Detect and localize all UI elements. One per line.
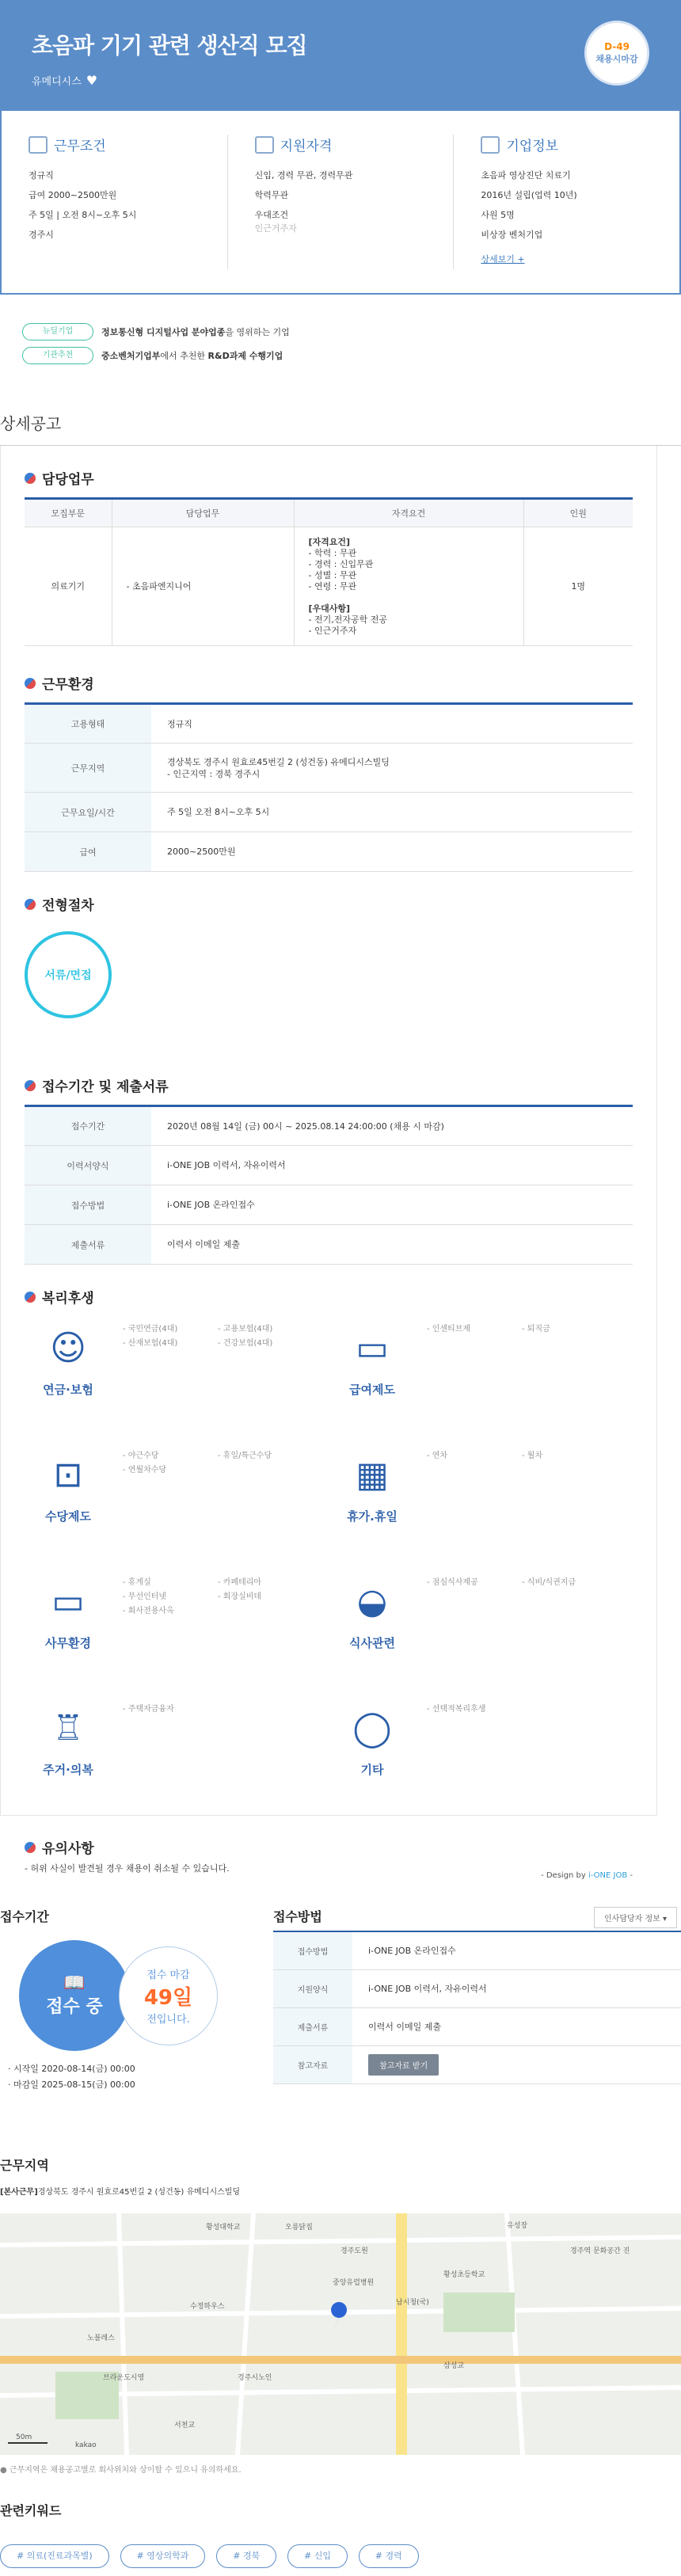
info-line: 비상장 벤처기업 [481,230,543,240]
welfare-list [123,1576,313,1703]
welfare-list [123,1449,313,1576]
welfare-item [329,1576,633,1703]
th: 접수방법 [273,1931,352,1969]
conditions-title: 근무조건 [54,139,106,154]
welfare-grid [25,1322,633,1829]
badge-row [22,344,681,367]
id-card-icon [255,136,274,154]
keyword-tag[interactable]: # 신입 [287,2544,348,2568]
map-label: kakao [75,2441,97,2449]
design-credit: - Design by i-ONE JOB - [541,1871,633,1880]
welfare-list [427,1703,617,1829]
welfare-list [427,1576,617,1703]
map-label: 황성초등학교 [443,2271,485,2279]
map-label: 수정하우스 [190,2303,225,2311]
map-label: 남시청(국) [396,2299,429,2307]
welfare-label: 사무환경 [45,1636,91,1650]
map-label: 경주도원 [340,2247,368,2255]
map-label: 경주역 문화공간 진 [570,2247,630,2255]
keywords-section [0,2501,681,2568]
conditions-heading [29,135,200,154]
welfare-entry: - 고용보험(4대) [218,1325,273,1334]
welfare-item [25,1322,329,1449]
welfare-entry: - 연차 [427,1452,448,1460]
welfare-entry: - 건강보험(4대) [218,1339,273,1348]
bullet-icon [25,473,36,484]
welfare-entry: - 카페테리아 [218,1578,262,1587]
apply-table [25,1105,633,1265]
welfare-label: 주거·의복 [43,1763,93,1777]
td [352,2045,681,2083]
environment-table [25,702,633,872]
keyword-tag[interactable]: # 의료(진료과목별) [0,2544,109,2568]
welfare-entry: - 식비/식권지급 [522,1578,576,1587]
method-title: 접수방법 [273,1909,322,1924]
welfare-item [25,1703,329,1829]
welfare-icon-box [329,1576,416,1703]
badge-pill: 뉴딜기업 [22,323,93,341]
welfare-item [329,1703,633,1829]
welfare-list [427,1449,617,1576]
td: i-ONE JOB 온라인접수 [151,1185,633,1225]
building-icon [481,136,500,154]
detail-body [0,446,657,1880]
welfare-entry: - 인센티브제 [427,1325,471,1334]
period-title: 접수기간 [0,1909,49,1924]
job-header [0,0,681,111]
info-line: 주 5일 | 오전 8시~오후 5시 [29,210,137,220]
keyword-list [0,2544,681,2568]
bullet-icon [25,678,36,689]
location-note: ● 근무지역은 채용공고별로 회사위치와 상이할 수 있으니 유의하세요. [0,2466,242,2475]
th: 인원 [523,499,633,527]
map-label: 경주시노인 [238,2374,272,2382]
welfare-entry: - 회장실비데 [218,1592,262,1601]
method-table [273,1931,681,2084]
welfare-icon-box [329,1703,416,1829]
keywords-title: 관련키워드 [0,2503,62,2518]
qualification-title: 지원자격 [280,139,333,154]
welfare-label: 휴가.휴일 [347,1509,398,1524]
td: 2020년 08월 14일 (금) 00시 ~ 2025.08.14 24:00:00 (채용 시 마감) [151,1106,633,1146]
welfare-label: 식사관련 [349,1636,395,1650]
welfare-label: 연금·보험 [43,1383,93,1397]
apply-summary [0,1907,681,2168]
welfare-label: 급여제도 [349,1383,395,1397]
welfare-item [329,1449,633,1576]
hr-info-button[interactable]: 인사담당자 정보 ▾ [594,1907,677,1928]
process-heading: 전형절차 [25,872,633,914]
welfare-entry: - 회사전용사옥 [123,1607,174,1615]
job-duty-heading: 담당업무 [25,446,633,488]
welfare-entry: - 무선인터넷 [123,1592,167,1601]
notice-heading: 유의사항 [25,1829,633,1857]
welfare-entry: - 휴일/특근수당 [218,1452,272,1460]
location-section [0,2156,681,2197]
welfare-entry: - 국민연금(4대) [123,1325,178,1334]
welfare-label: 기타 [360,1763,384,1777]
company-column [454,135,679,269]
info-line: 정규직 [29,170,54,181]
welfare-heading: 복리후생 [25,1265,633,1307]
th: 접수방법 [25,1185,151,1225]
welfare-list [123,1322,313,1449]
info-line: 초음파 영상진단 치료기 [481,170,571,181]
th: 제출서류 [25,1225,151,1265]
download-reference-button[interactable]: 참고자료 받기 [368,2054,439,2076]
welfare-icon-box [25,1703,112,1829]
calendar-icon: ▦ [356,1454,389,1495]
keyword-tag[interactable]: # 영상의학과 [120,2544,206,2568]
th: 제출서류 [273,2007,352,2045]
detail-section-title: 상세공고 [0,411,681,446]
conditions-column [2,135,228,269]
meal-icon: ◒ [356,1581,388,1622]
process-step: 서류/면접 [25,931,112,1018]
welfare-entry: - 월차 [522,1452,543,1460]
td: 주 5일 오전 8시~오후 5시 [151,793,633,832]
company-heading [481,135,652,154]
th: 지원양식 [273,1969,352,2007]
bullet-icon [25,1080,36,1091]
th: 근무요일/시간 [25,793,151,832]
info-line: 사원 5명 [481,210,515,220]
count-cell: 1명 [523,527,633,646]
environment-heading: 근무환경 [25,646,633,693]
uniform-icon: ♖ [52,1707,84,1748]
td: i-ONE JOB 이력서, 자유이력서 [151,1146,633,1185]
welfare-item [329,1322,633,1449]
td: 경상북도 경주시 원효로45번길 2 (성건동) 유메디시스빌딩 - 인근지역 : 경북 경주시 [151,744,633,793]
address-line: [본사근무]경상북도 경주시 원효로45번길 2 (성건동) 유메디시스빌딩 [0,2188,241,2197]
bullet-icon [25,1292,36,1303]
company-badges [0,295,681,367]
monitor-icon: ▭ [51,1581,85,1622]
welfare-icon-box [329,1322,416,1449]
job-table [25,497,633,646]
pension-icon: ☺ [50,1327,86,1368]
bullet-icon [25,1842,36,1853]
welfare-entry: - 연월차수당 [123,1466,167,1474]
info-line: 우대조건 [254,210,289,220]
duty-cell: - 초음파엔지니어 [112,527,294,646]
badge-pill: 기관추천 [22,347,93,364]
keyword-tag[interactable]: # 경북 [216,2544,276,2568]
badge-row [22,320,681,344]
dday-count: D-49 [604,41,630,52]
welfare-icon-box [329,1449,416,1576]
td: i-ONE JOB 이력서, 자유이력서 [352,1969,681,2007]
welfare-entry: - 산재보험(4대) [123,1339,178,1348]
map-label: 중앙유럽병원 [333,2279,375,2287]
th: 참고자료 [273,2045,352,2083]
map-label: 50m [16,2433,32,2441]
welfare-entry: - 휴게실 [123,1578,151,1587]
welfare-icon-box [25,1322,112,1449]
welfare-label: 수당제도 [45,1509,91,1524]
th: 접수기간 [25,1106,151,1146]
map-label: 브라운도시영 [103,2374,145,2382]
td: 이력서 이메일 제출 [352,2007,681,2045]
info-line: 경주시 [29,230,54,240]
qualification-heading [255,135,427,154]
map-label: 황성대학교 [206,2224,241,2232]
welfare-list [123,1703,313,1829]
th: 고용형태 [25,704,151,744]
th: 담당업무 [112,499,294,527]
th: 근무지역 [25,744,151,793]
shapes-icon: ◯ [352,1707,392,1748]
bullet-icon [25,899,36,910]
welfare-entry: - 선택적복리후생 [427,1705,486,1714]
th: 모집부문 [25,499,112,527]
td: 2000~2500만원 [151,832,633,872]
welfare-entry: - 주택자금융자 [123,1705,174,1714]
notice-text: - 허위 사실이 발견될 경우 채용이 취소될 수 있습니다. [25,1863,230,1874]
badge-text: 정보통신형 디지털사업 분야업종을 영위하는 기업 [101,327,290,337]
welfare-icon-box [25,1576,112,1703]
welfare-entry: - 퇴직금 [522,1325,550,1334]
dept-cell: 의료기기 [25,527,112,646]
th: 자격요건 [294,499,523,527]
summary-panel [0,111,681,295]
salary-icon: ▭ [356,1327,389,1368]
dday-label: 채용시마감 [595,54,638,64]
map-label: 오릉닭집 [285,2224,313,2232]
company-title: 기업정보 [506,139,559,154]
start-date: · 시작일 2020-08-14(금) 00:00 [8,2064,135,2074]
info-line: 급여 2000~2500만원 [29,190,117,200]
keyword-tag[interactable]: # 경력 [359,2544,419,2568]
requirements-cell: [자격요건] - 학력 : 무관 - 경력 : 신입무관 - 성별 : 무관 - 연령 : 무관 [우대사항] - 전기,전자공학 전공 - 인근거주자 [294,527,523,646]
qualification-column [228,135,455,269]
th: 급여 [25,832,151,872]
dday-badge [584,21,649,86]
map-label: 서천교 [174,2422,196,2430]
welfare-item [25,1449,329,1576]
briefcase-icon [29,136,48,154]
status-circle: 📖 접수 중 [19,1940,130,2051]
badge-text: 중소벤처기업부에서 추천한 R&D과제 수행기업 [101,351,283,361]
apply-heading: 접수기간 및 제출서류 [25,1018,633,1095]
job-title: 초음파 기기 관련 생산직 모집 [32,32,307,59]
location-map[interactable] [0,2213,681,2455]
info-line: 학력무관 [254,190,289,200]
end-date: · 마감일 2025-08-15(금) 00:00 [8,2079,135,2090]
heart-icon[interactable]: ♥ [86,73,98,88]
info-line: 신입, 경력 무관, 경력무관 [254,170,353,181]
info-line: 인근거주자 [254,223,297,234]
map-label: 노블레스 [87,2334,115,2342]
welfare-list [427,1322,617,1449]
td: 이력서 이메일 제출 [151,1225,633,1265]
map-label: 유성장 [507,2222,528,2230]
company-row [32,73,649,88]
welfare-item [25,1576,329,1703]
allowance-icon: ⊡ [53,1454,83,1495]
deadline-circle: 접수 마감 49일 전입니다. [119,1946,218,2045]
company-name[interactable]: 유메디시스 [32,76,82,88]
location-title: 근무지역 [0,2158,49,2173]
welfare-entry: - 점심식사제공 [427,1578,478,1587]
company-detail-link[interactable]: 상세보기 + [481,254,525,264]
map-label: 삼성교 [443,2362,465,2370]
td: i-ONE JOB 온라인접수 [352,1931,681,1969]
th: 이력서양식 [25,1146,151,1185]
book-icon: 📖 [63,1973,86,1993]
info-line: 2016년 설립(업력 10년) [481,190,577,200]
welfare-icon-box [25,1449,112,1576]
td: 정규직 [151,704,633,744]
welfare-entry: - 야근수당 [123,1452,159,1460]
